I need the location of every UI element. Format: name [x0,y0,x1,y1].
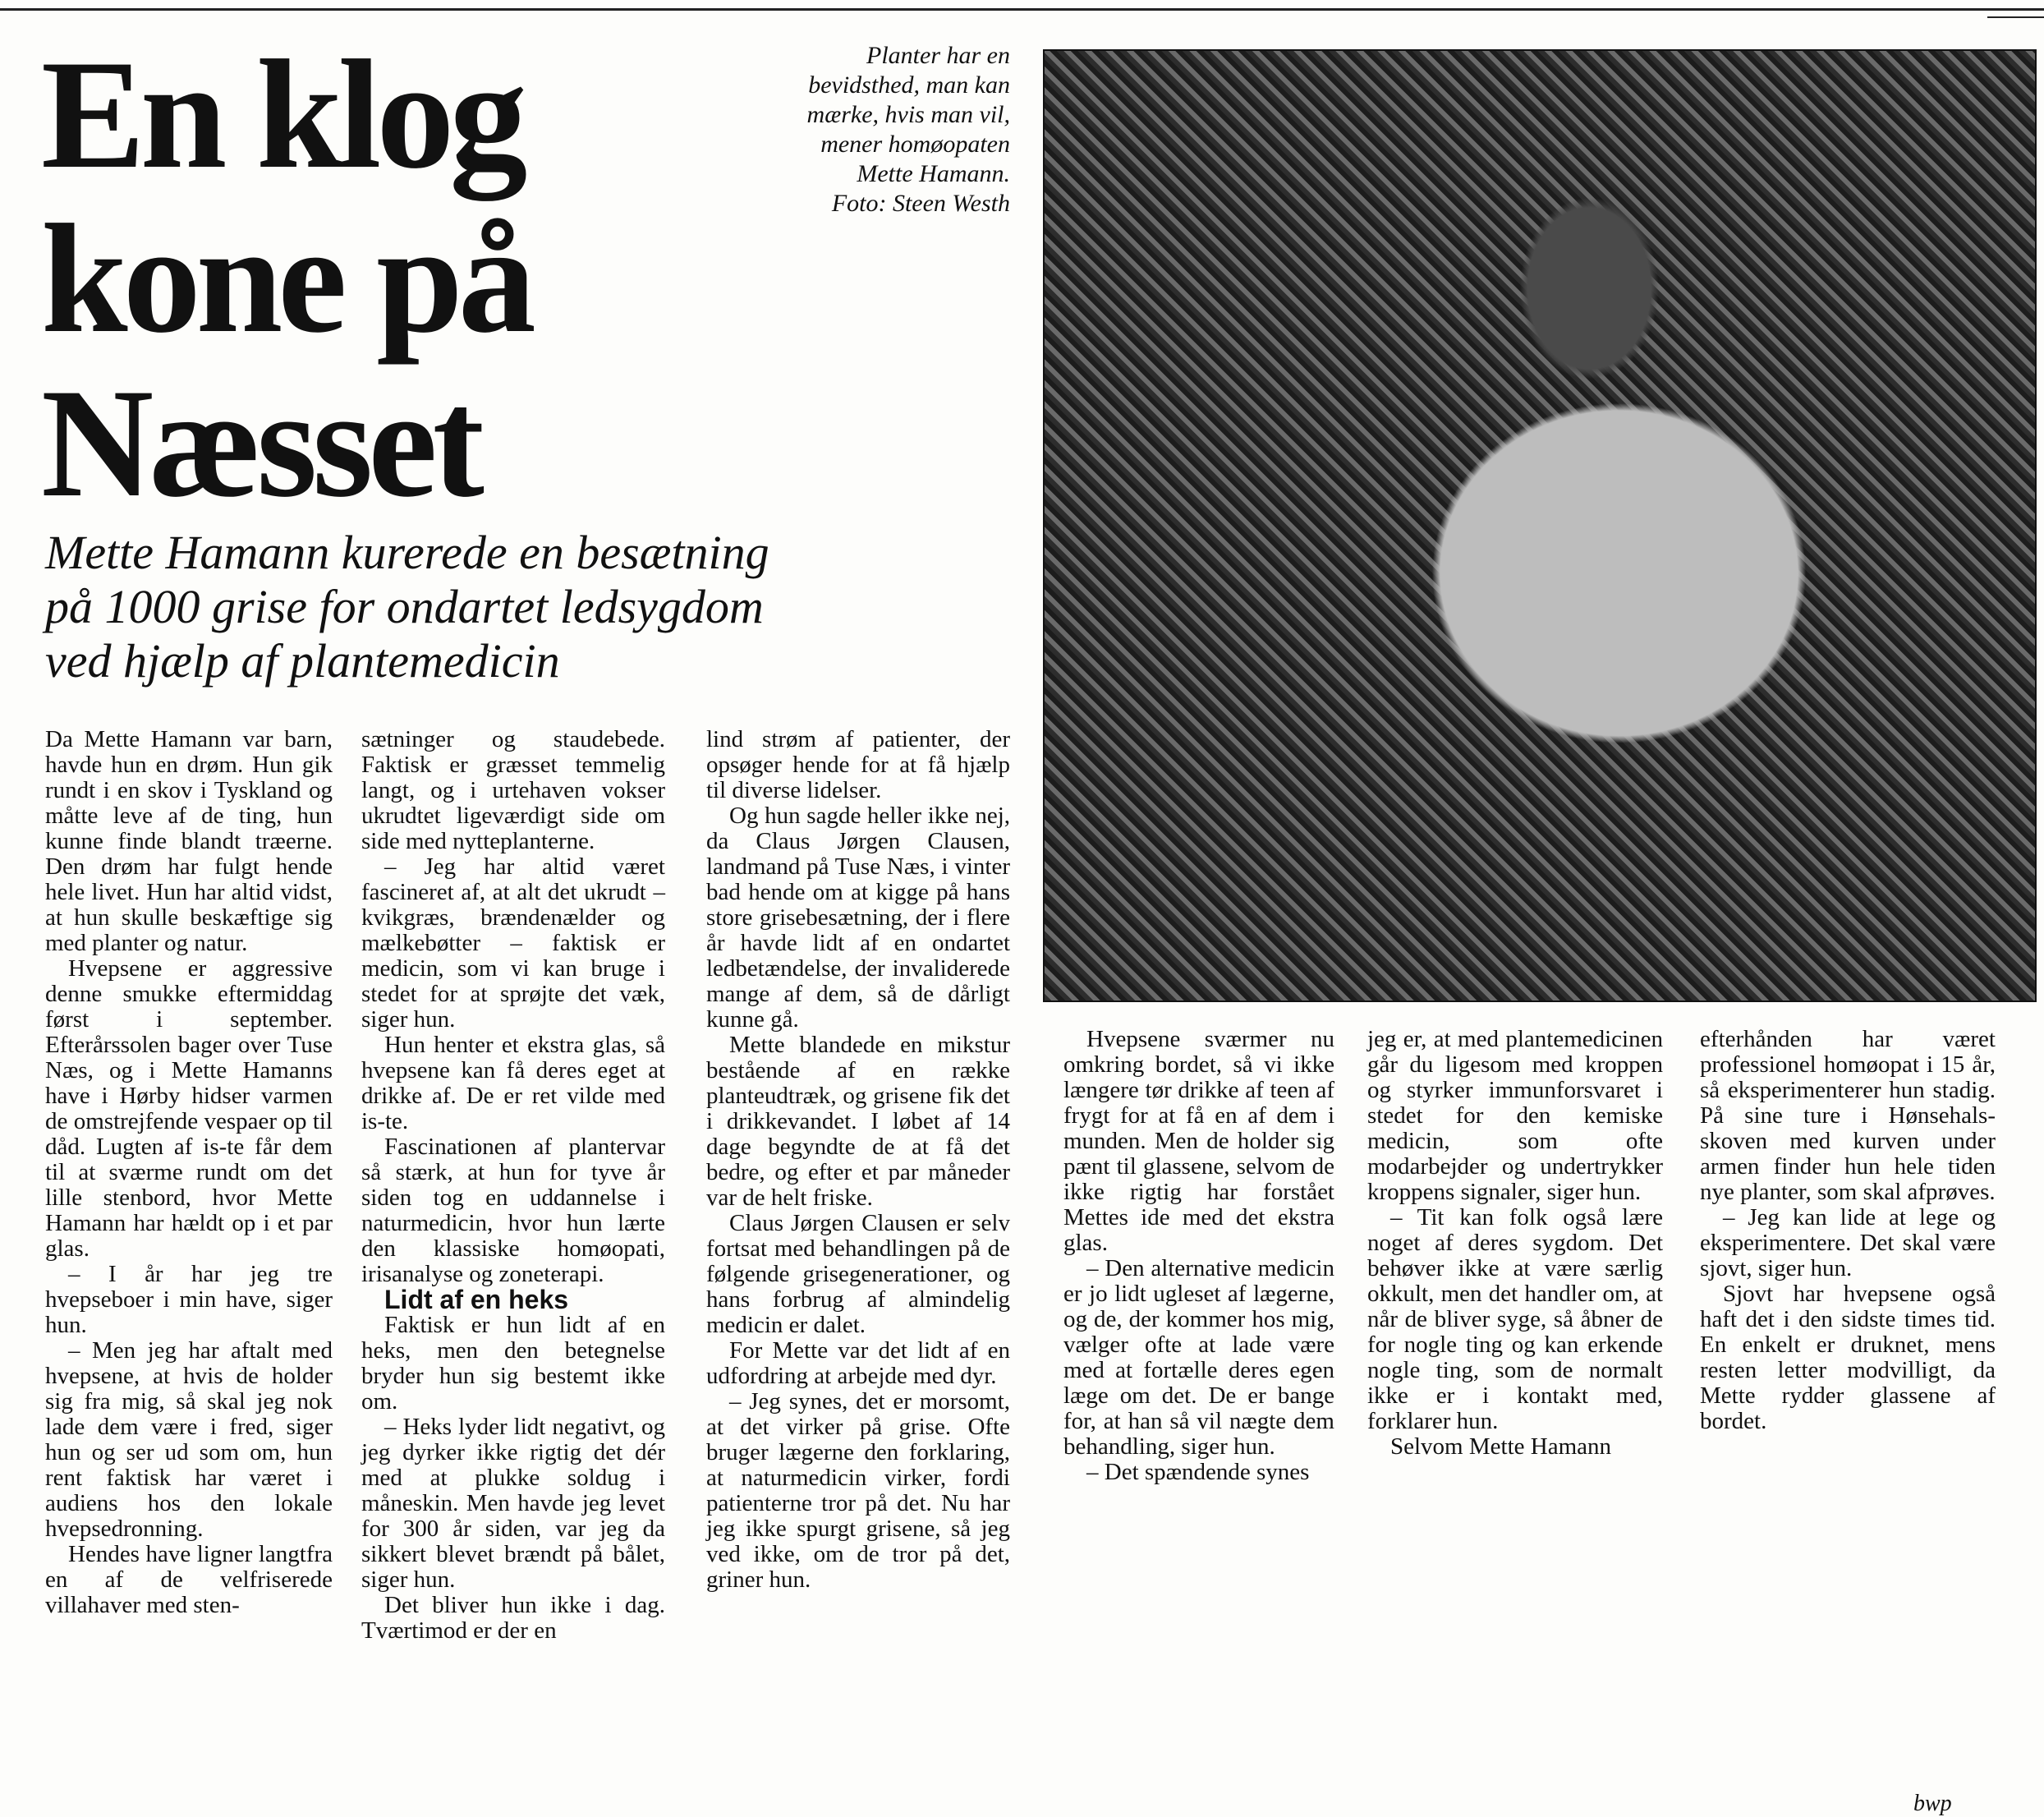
crosshead: Lidt af en heks [384,1285,569,1314]
paragraph: – Det spændende synes [1086,1459,1310,1485]
paragraph: lind strøm af patienter, der opsøger hende for at få hjælp til diverse lidelser. [706,726,1010,803]
caption-line: bevidsthed, man kan [808,71,1010,99]
photo-caption [739,41,1010,218]
paragraph: Claus Jørgen Clausen er selv fortsat med behandlingen på de følgende grisegenerationer, og hans forbrug af almindelig medicin er dalet. [706,1210,1010,1338]
paragraph: Det bliver hun ikke i dag. Tværtimod er der en [361,1592,665,1644]
paragraph: For Mette var det lidt af en udfordring at arbejde med dyr. [706,1337,1010,1389]
article-column-2 [361,727,665,1644]
article-column-3 [706,727,1010,1593]
headline-line: En klog [41,29,523,201]
caption-line: Planter har en [866,42,1010,69]
paragraph: Hvepsene er aggressive denne smukke eftermiddag først i september. Efterårssolen bager over Tuse Næs, og i Mette Hamanns have i Hørby hidser varmen de omstrejfende vespaer op til dåd. Lugten af is-te får dem til at sværme rundt om det lille stenbord, hvor Mette Hamann har hældt op i et par glas. [45,955,333,1262]
paragraph: – Heks lyder lidt negativt, og jeg dyrker ikke rigtig det dér med at plukke soldug i måneskin. Men havde jeg levet for 300 år siden, var jeg da sikkert blevet brændt på bålet, siger hun. [361,1414,665,1593]
subheadline-line: Mette Hamann kurerede en besætning [45,526,769,579]
article-column-5 [1367,1027,1663,1460]
headline [41,29,747,530]
paragraph: – I år har jeg tre hvepseboer i min have, siger hun. [45,1261,333,1338]
article-column-6 [1700,1027,1996,1434]
article-column-4 [1063,1027,1334,1485]
paragraph: Hun henter et ekstra glas, så hvepsene kan få deres eget at drikke af. De er ret vilde med is-te. [361,1032,665,1134]
subheadline-line: ved hjælp af plantemedicin [45,634,560,688]
paragraph: efterhånden har været professionel homøopat i 15 år, så eksperimenterer hun stadig. På sine ture i Hønsehals-skoven med kurven under armen finder hun hele tiden nye planter, som skal afprøves. [1700,1026,1996,1205]
paragraph: – Tit kan folk også lære noget af deres sygdom. Det behøver ikke at være særlig okkult, men det handler om, at når de bliver syge, så åbner de for nogle ting og kan erkende nogle ting, som de normalt ikke er i kontakt med, forklarer hun. [1367,1204,1663,1434]
paragraph: Selvom Mette Hamann [1390,1433,1612,1460]
paragraph: Mette blandede en mikstur bestående af en række planteudtræk, og grisene fik det i drikkevandet. I løbet af 14 dage begyndte de at få det bedre, og efter et par måneder var de helt friske. [706,1032,1010,1211]
paragraph: – Men jeg har aftalt med hvepsene, at hvis de holder sig fra mig, så skal jeg nok lade dem være i fred, siger hun og ser ud som om, hun rent faktisk har været i audiens hos den lokale hvepsedronning. [45,1337,333,1542]
top-rule [0,8,2044,11]
paragraph: sætninger og staudebede. Faktisk er græsset temmelig langt, og i urtehaven vokser ukrudtet ligeværdigt side om side med nytteplanterne. [361,726,665,854]
caption-line: mener homøopaten [820,131,1010,158]
paragraph: Hendes have ligner langtfra en af de velfriserede villahaver med sten- [45,1541,333,1618]
subheadline [45,526,1014,688]
top-rule-right [1987,16,2044,18]
paragraph: – Jeg kan lide at lege og eksperimentere. Det skal være sjovt, siger hun. [1700,1204,1996,1281]
paragraph: Sjovt har hvepsene også haft det i den sidste times tid. En enkelt er druknet, mens resten letter modvilligt, da Mette rydder glassene af bordet. [1700,1281,1996,1434]
subheadline-line: på 1000 grise for ondartet ledsygdom [45,580,764,633]
paragraph: – Jeg synes, det er morsomt, at det virker på grise. Ofte bruger lægerne den forklaring, at naturmedicin virker, fordi patienterne tror på det. Nu har jeg ikke spurgt grisene, så jeg ved ikke, om de tror på det, griner hun. [706,1388,1010,1593]
paragraph: Da Mette Hamann var barn, havde hun en drøm. Hun gik rundt i en skov i Tyskland og måtte leve af de ting, hun kunne finde blandt træerne. Den drøm har fulgt hende hele livet. Hun har altid vidst, at hun skulle beskæftige sig med planter og natur. [45,726,333,956]
caption-line: mærke, hvis man vil, [806,101,1010,128]
paragraph: Faktisk er hun lidt af en heks, men den betegnelse bryder hun sig bestemt ikke om. [361,1312,665,1414]
article-column-1 [45,727,333,1618]
caption-line: Foto: Steen Westh [831,190,1010,217]
paragraph: jeg er, at med plantemedicinen går du ligesom med kroppen og styrker immunforsvaret i stedet for den kemiske medicin, som ofte modarbejder og undertrykker kroppens signaler, siger hun. [1367,1026,1663,1205]
paragraph: Hvepsene sværmer nu omkring bordet, så vi ikke længere tør drikke af teen af frygt for at få en af dem i munden. Men de holder sig pænt til glassene, selvom de ikke rigtig har forstået Mettes ide med det ekstra glas. [1063,1026,1334,1256]
caption-line: Mette Hamann. [857,160,1010,187]
paragraph: Og hun sagde heller ikke nej, da Claus Jørgen Clausen, landmand på Tuse Næs, i vinter bad hende om at kigge på hans store grisebesætning, der i flere år havde lidt af en ondartet ledbetændelse, der invaliderede mange af dem, så de dårligt kunne gå. [706,803,1010,1033]
portrait-photo [1043,49,2037,1002]
headline-line: kone på [41,193,531,366]
paragraph: – Den alternative medicin er jo lidt ugleset af lægerne, og de, der kommer hos mig, vælger ofte at lade være med at fortælle deres egen læge om det. De er bange for, at han så vil nægte dem behandling, siger hun. [1063,1255,1334,1460]
headline-line: Næsset [41,357,480,530]
author-signature: bwp [1913,1791,1952,1816]
paragraph: Fascinationen af plantervar så stærk, at hun for tyve år siden tog en uddannelse i naturmedicin, hvor hun lærte den klassiske homøopati, irisanalyse og zoneterapi. [361,1134,665,1287]
paragraph: – Jeg har altid været fascineret af, at alt det ukrudt – kvikgræs, brændenælder og mælkebøtter – faktisk er medicin, som vi kan bruge i stedet for at sprøjte det væk, siger hun. [361,853,665,1033]
